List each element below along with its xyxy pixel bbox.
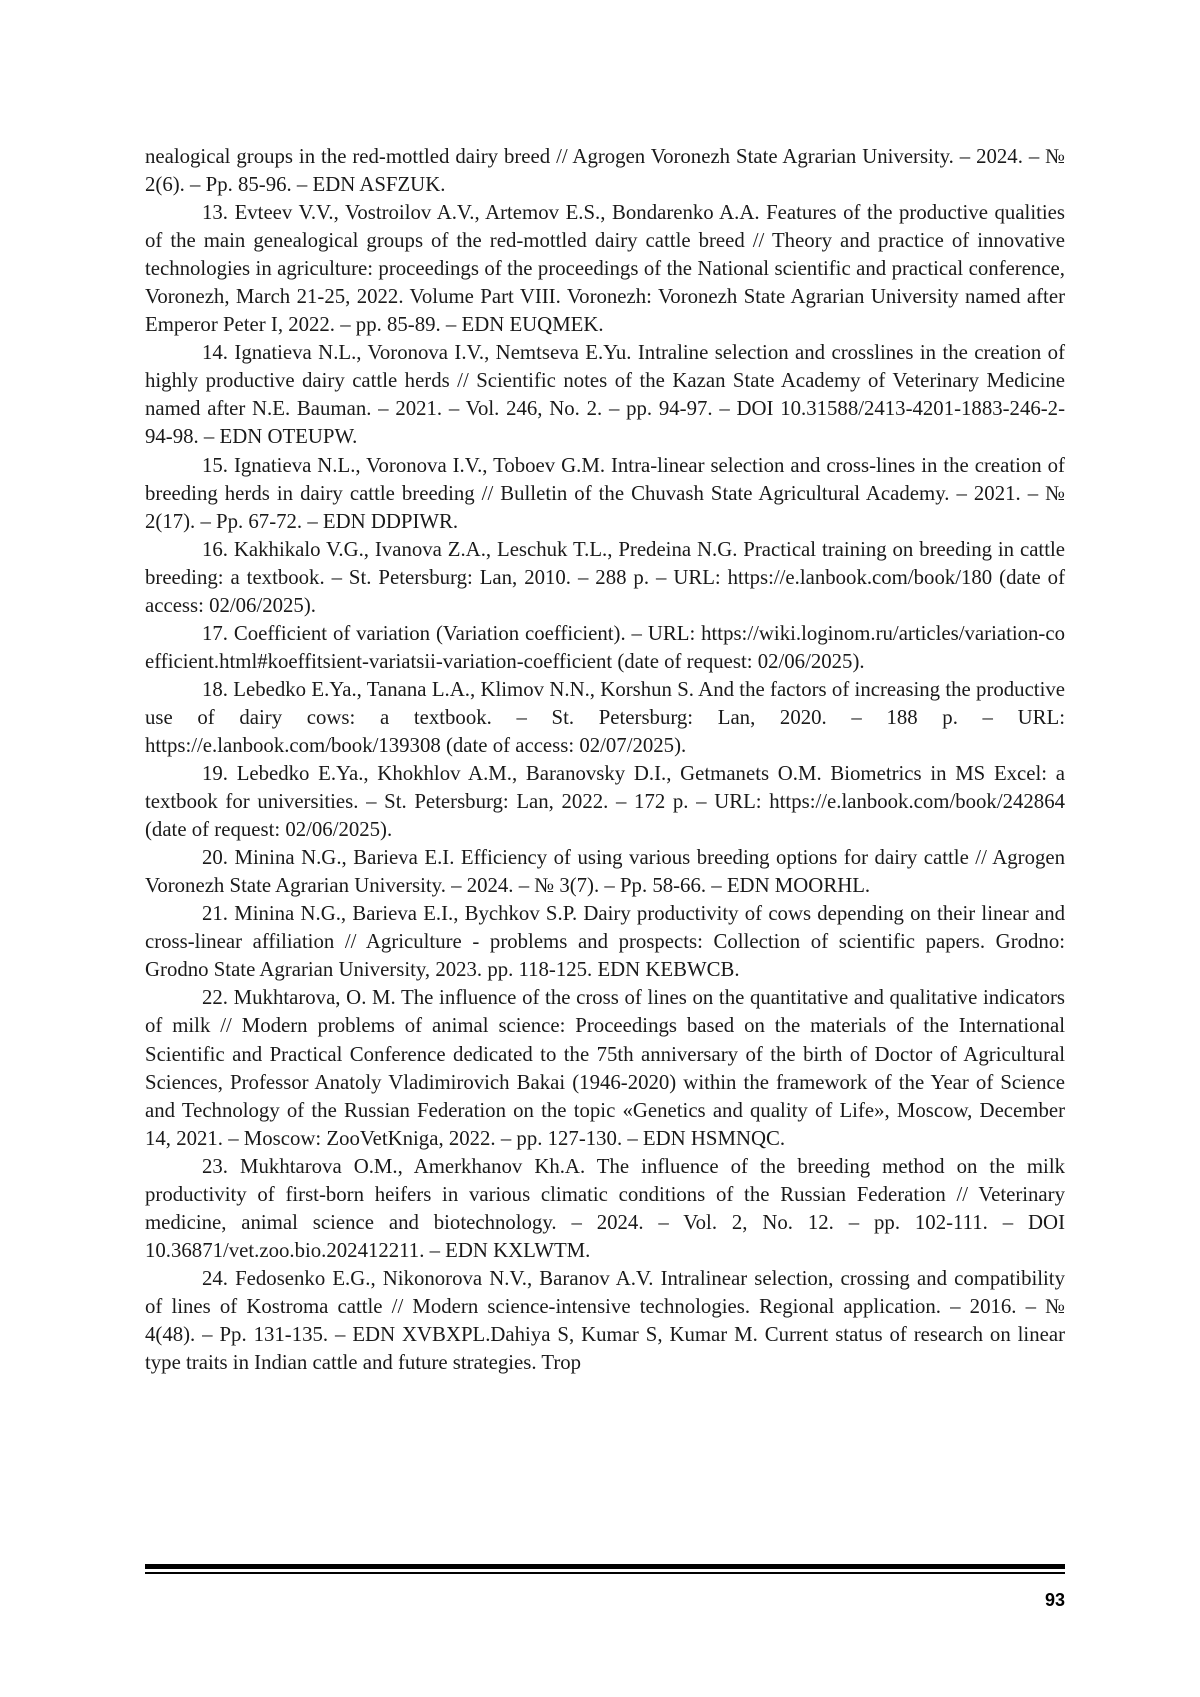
reference-15: 15. Ignatieva N.L., Voronova I.V., Toboev G.M. Intra-linear selection and cross-lines in the creation of breeding herds in dairy cattle breeding // Bulletin of the Chuvash State Agricultural Academy. – 2021. – № 2(17). – Pp. 67-72. – EDN DDPIWR. <box>145 452 1065 536</box>
page-number: 93 <box>1000 1590 1065 1611</box>
reference-17: 17. Coefficient of variation (Variation coefficient). – URL: https://wiki.loginom.ru/articles/variation-coefficient.html#koeffitsient-variatsii-variation-coefficient (date of request: 02/06/2025). <box>145 620 1065 676</box>
reference-18: 18. Lebedko E.Ya., Tanana L.A., Klimov N.N., Korshun S. And the factors of increasing the productive use of dairy cows: a textbook. – St. Petersburg: Lan, 2020. – 188 p. – URL: https://e.lanbook.com/book/139308 (date of access: 02/07/2025). <box>145 676 1065 760</box>
reference-14: 14. Ignatieva N.L., Voronova I.V., Nemtseva E.Yu. Intraline selection and crosslines in the creation of highly productive dairy cattle herds // Scientific notes of the Kazan State Academy of Veterinary Medicine named after N.E. Bauman. – 2021. – Vol. 246, No. 2. – pp. 94-97. – DOI 10.31588/2413-4201-1883-246-2-94-98. – EDN OTEUPW. <box>145 339 1065 451</box>
reference-12-continued: nealogical groups in the red-mottled dairy breed // Agrogen Voronezh State Agrarian University. – 2024. – № 2(6). – Pp. 85-96. – EDN ASFZUK. <box>145 143 1065 199</box>
footer-rule-thick <box>145 1564 1065 1569</box>
reference-16: 16. Kakhikalo V.G., Ivanova Z.A., Leschuk T.L., Predeina N.G. Practical training on breeding in cattle breeding: a textbook. – St. Petersburg: Lan, 2010. – 288 p. – URL: https://e.lanbook.com/book/180 (date of access: 02/06/2025). <box>145 536 1065 620</box>
reference-24: 24. Fedosenko E.G., Nikonorova N.V., Baranov A.V. Intralinear selection, crossing and compatibility of lines of Kostroma cattle // Modern science-intensive technologies. Regional application. – 2016. – № 4(48). – Pp. 131-135. – EDN XVBXPL.Dahiya S, Kumar S, Kumar M. Current status of research on linear type traits in Indian cattle and future strategies. Trop <box>145 1265 1065 1377</box>
reference-13: 13. Evteev V.V., Vostroilov A.V., Artemov E.S., Bondarenko A.A. Features of the productive qualities of the main genealogical groups of the red-mottled dairy cattle breed // Theory and practice of innovative technologies in agriculture: proceedings of the proceedings of the National scientific and practical conference, Voronezh, March 21-25, 2022. Volume Part VIII. Voronezh: Voronezh State Agrarian University named after Emperor Peter I, 2022. – pp. 85-89. – EDN EUQMEK. <box>145 199 1065 339</box>
reference-23: 23. Mukhtarova O.M., Amerkhanov Kh.A. The influence of the breeding method on the milk productivity of first-born heifers in various climatic conditions of the Russian Federation // Veterinary medicine, animal science and biotechnology. – 2024. – Vol. 2, No. 12. – pp. 102-111. – DOI 10.36871/vet.zoo.bio.202412211. – EDN KXLWTM. <box>145 1153 1065 1265</box>
reference-21: 21. Minina N.G., Barieva E.I., Bychkov S.P. Dairy productivity of cows depending on their linear and cross-linear affiliation // Agriculture - problems and prospects: Collection of scientific papers. Grodno: Grodno State Agrarian University, 2023. pp. 118-125. EDN KEBWCB. <box>145 900 1065 984</box>
reference-22: 22. Mukhtarova, O. M. The influence of the cross of lines on the quantitative and qualitative indicators of milk // Modern problems of animal science: Proceedings based on the materials of the International Scientific and Practical Conference dedicated to the 75th anniversary of the birth of Doctor of Agricultural Sciences, Professor Anatoly Vladimirovich Bakai (1946-2020) within the framework of the Year of Science and Technology of the Russian Federation on the topic «Genetics and quality of Life», Moscow, December 14, 2021. – Moscow: ZooVetKniga, 2022. – pp. 127-130. – EDN HSMNQC. <box>145 984 1065 1152</box>
reference-20: 20. Minina N.G., Barieva E.I. Efficiency of using various breeding options for dairy cattle // Agrogen Voronezh State Agrarian University. – 2024. – № 3(7). – Pp. 58-66. – EDN MOORHL. <box>145 844 1065 900</box>
reference-list <box>145 143 1065 1377</box>
document-page <box>0 0 1200 1697</box>
reference-19: 19. Lebedko E.Ya., Khokhlov A.M., Baranovsky D.I., Getmanets O.M. Biometrics in MS Excel: a textbook for universities. – St. Petersburg: Lan, 2022. – 172 p. – URL: https://e.lanbook.com/book/242864 (date of request: 02/06/2025). <box>145 760 1065 844</box>
footer-rule-thin <box>145 1572 1065 1574</box>
